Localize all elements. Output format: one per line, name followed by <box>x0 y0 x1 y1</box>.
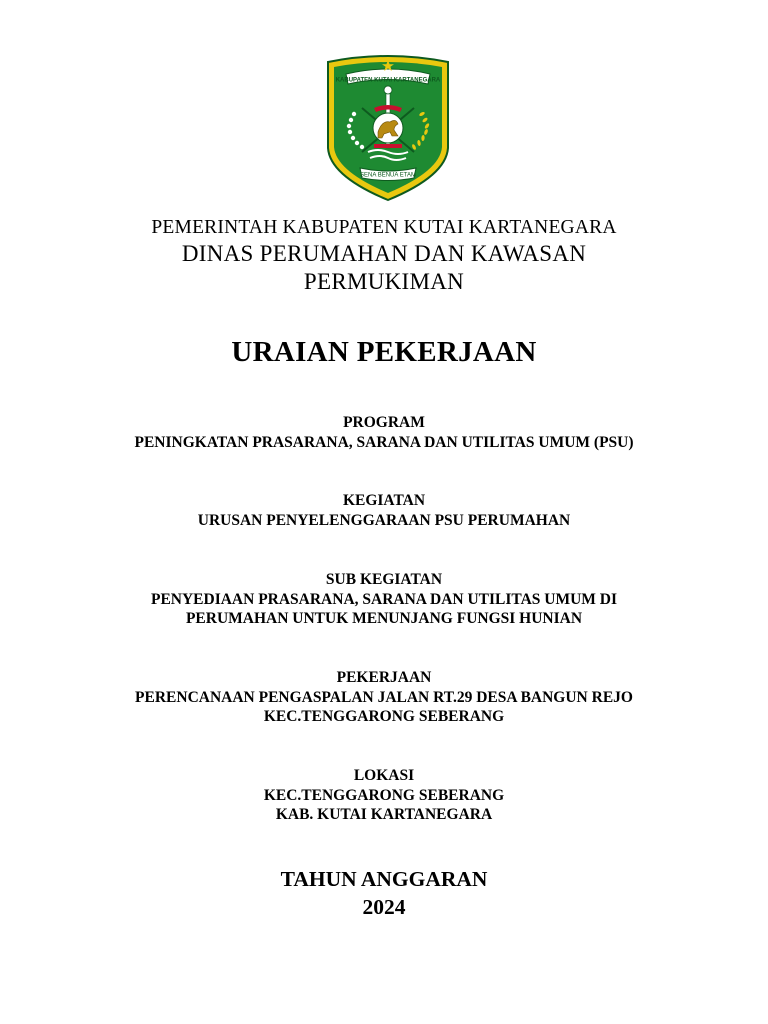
emblem-bottom-banner-text: SENA BENUA ETAM <box>360 172 416 179</box>
section-value: KEC.TENGGARONG SEBERANG KAB. KUTAI KARTANEGARA <box>263 786 505 823</box>
emblem-top-banner-text: KABUPATEN KUTAI KARTANEGARA <box>335 77 441 84</box>
kutai-kartanegara-emblem-icon <box>324 52 452 202</box>
section-label: SUB KEGIATAN <box>325 571 443 588</box>
section-label: LOKASI <box>353 767 415 784</box>
section-value: URUSAN PENYELENGGARAAN PSU PERUMAHAN <box>197 511 571 529</box>
section-pekerjaan <box>0 668 768 727</box>
office-name-line-1: DINAS PERUMAHAN DAN KAWASAN <box>181 241 587 266</box>
section-kegiatan <box>0 491 768 530</box>
budget-year <box>0 865 768 921</box>
section-label: PEKERJAAN <box>336 669 432 686</box>
section-lokasi <box>0 766 768 825</box>
section-value: PENYEDIAAN PRASARANA, SARANA DAN UTILITAS UMUM DI PERUMAHAN UNTUK MENUNJANG FUNGSI HUNIAN <box>150 590 618 627</box>
government-name: PEMERINTAH KABUPATEN KUTAI KARTANEGARA <box>151 217 617 238</box>
section-program <box>0 413 768 452</box>
office-name <box>0 240 768 296</box>
office-name-line-2: PERMUKIMAN <box>303 269 465 294</box>
section-value: PERENCANAAN PENGASPALAN JALAN RT.29 DESA BANGUN REJO KEC.TENGGARONG SEBERANG <box>135 688 633 725</box>
budget-year-label: TAHUN ANGGARAN <box>280 867 488 891</box>
section-label: PROGRAM <box>343 414 425 431</box>
section-value: PENINGKATAN PRASARANA, SARANA DAN UTILITAS UMUM (PSU) <box>134 433 634 451</box>
budget-year-value: 2024 <box>362 895 406 919</box>
section-sub-kegiatan <box>0 570 768 629</box>
section-label: KEGIATAN <box>342 492 426 509</box>
document-title: URAIAN PEKERJAAN <box>231 336 537 368</box>
